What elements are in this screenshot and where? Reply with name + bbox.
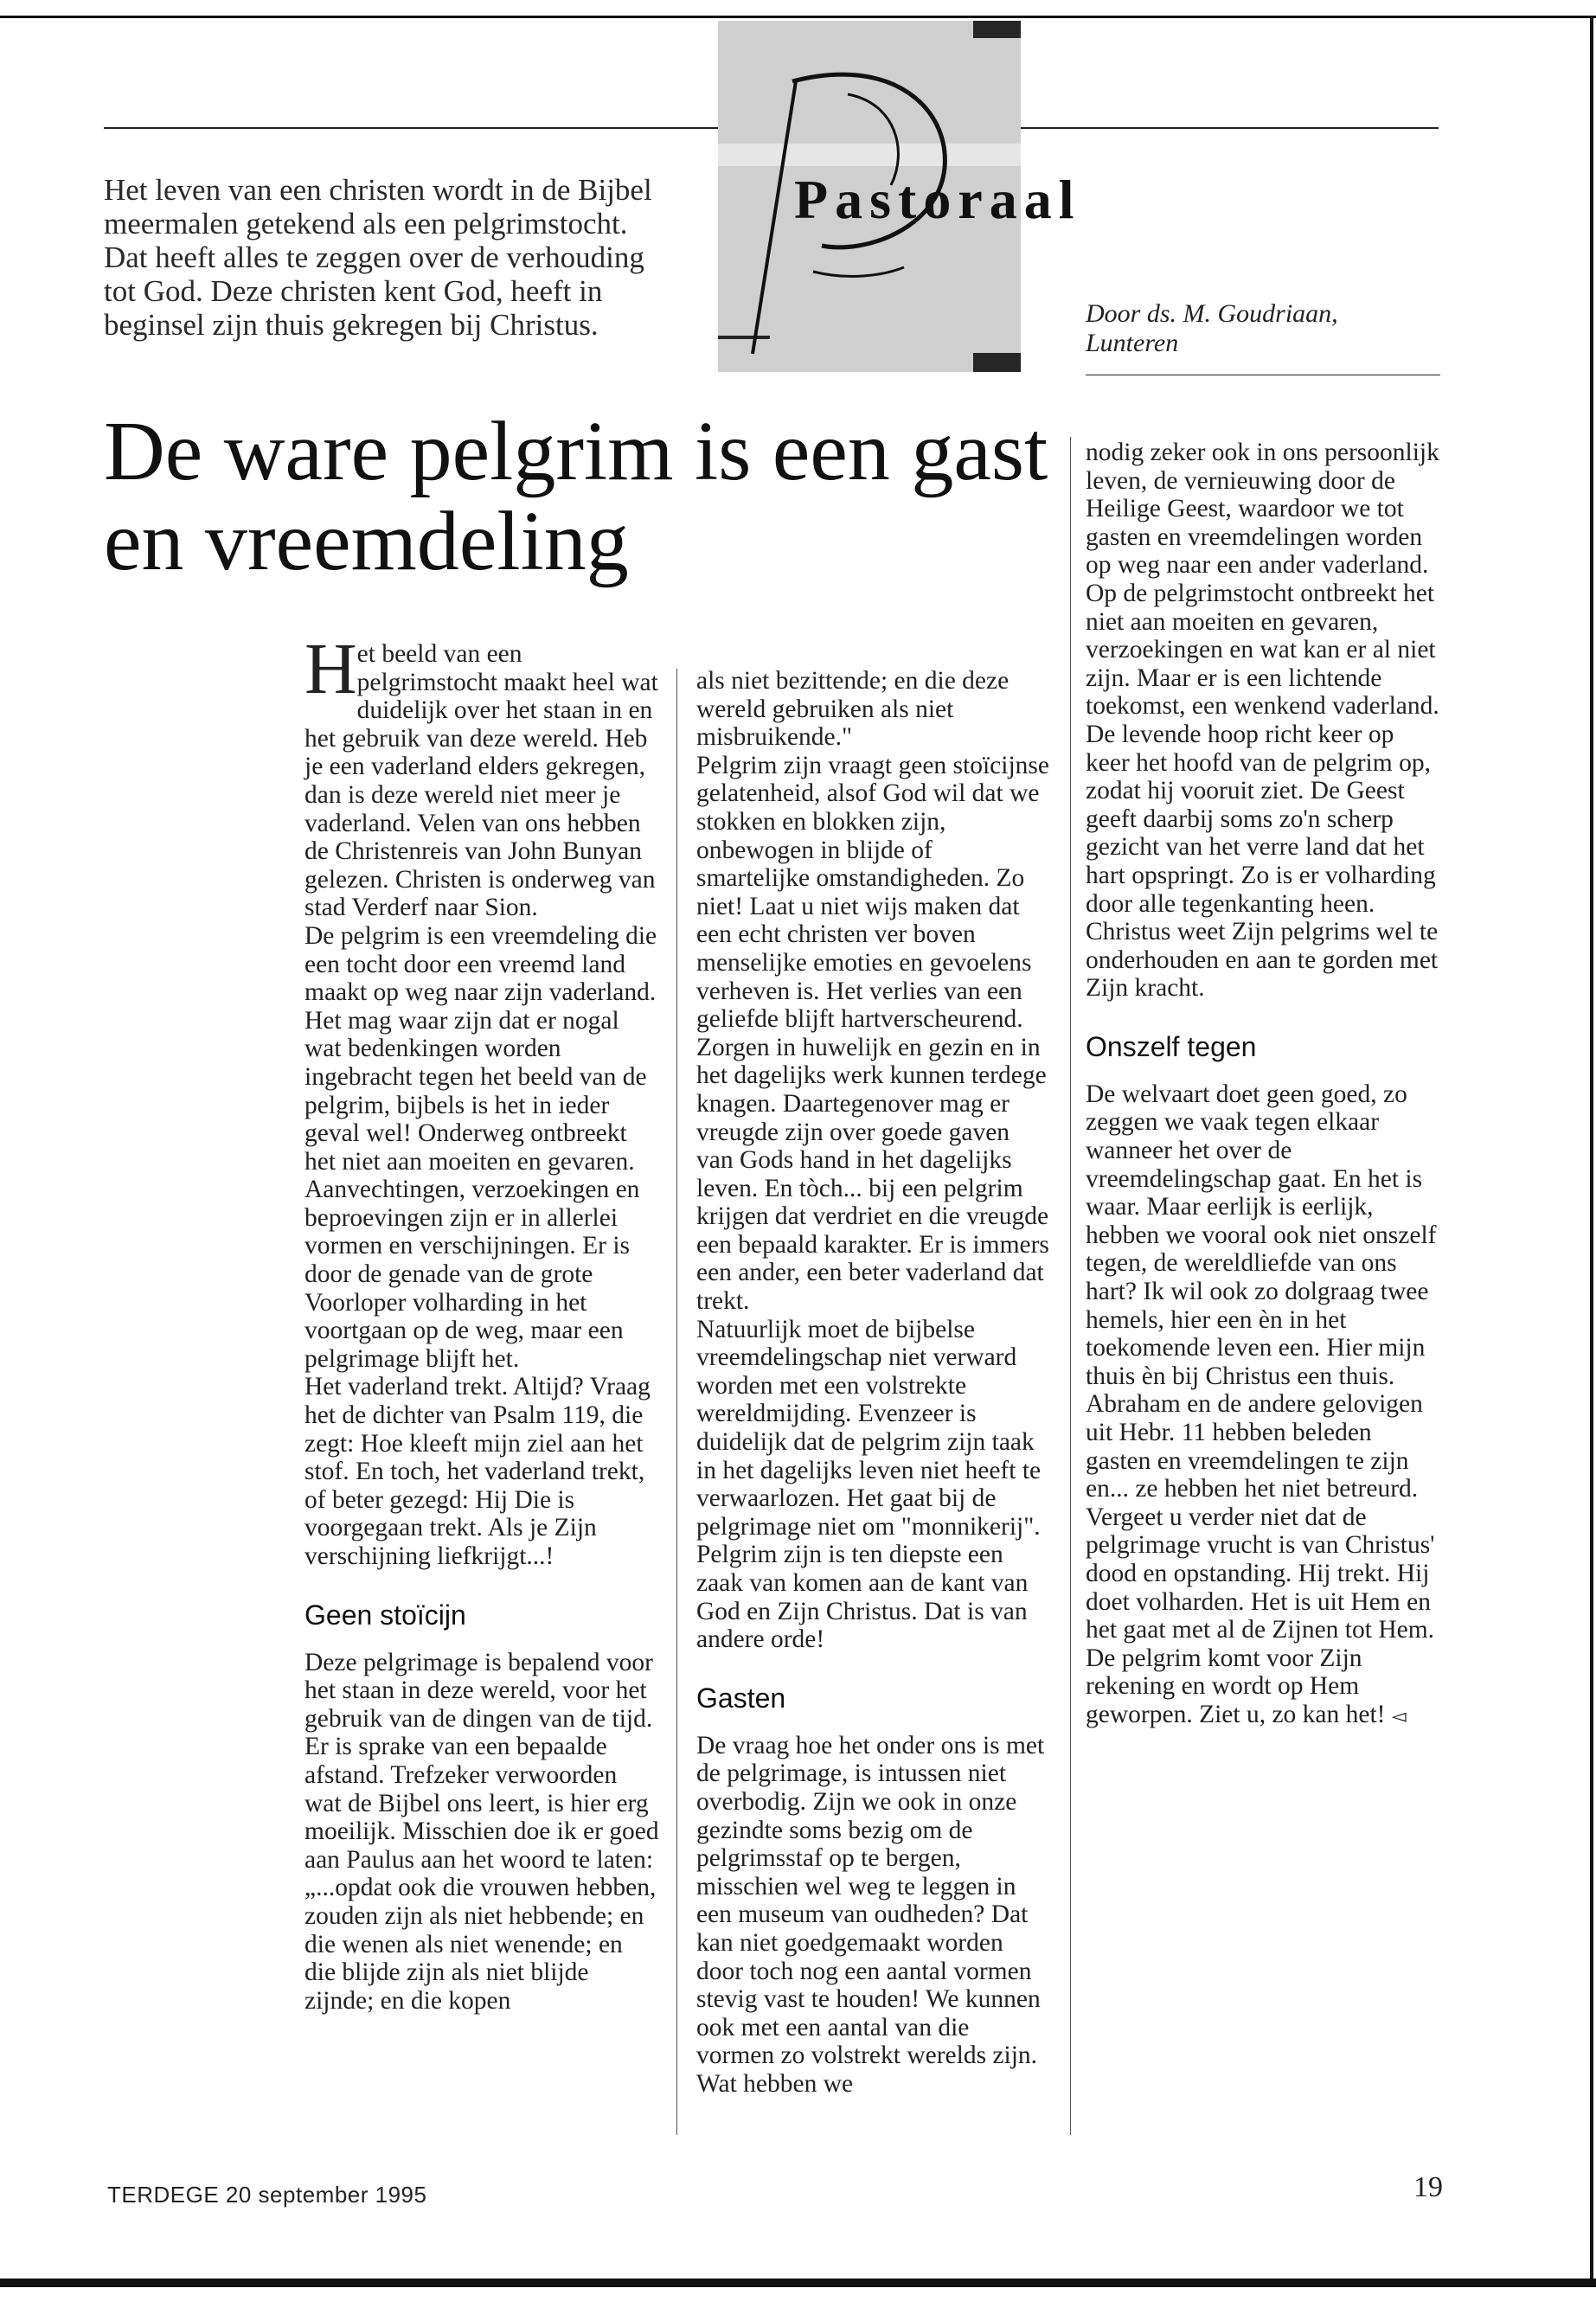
paragraph: „...opdat ook die vrouwen hebben, zouden zijn als niet hebbende; en die wenen als niet wenende; en die blijde zijn als niet blijde zijnde; en die kopen [304,1874,657,2015]
headline-line-2: en vreemdeling [104,495,629,588]
column-divider-2 [1070,437,1071,2135]
page-border-right [1590,16,1593,2284]
footer-publication: TERDEGE 20 september 1995 [107,2182,427,2208]
column-divider-1 [676,669,677,2135]
paragraph: Het vaderland trekt. Altijd? Vraag het de dichter van Psalm 119, die zegt: Hoe kleeft mijn ziel aan het stof. En toch, het vaderland trekt, of beter gezegd: Hij Die is voorgegaan trekt. Als je Zijn verschijning liefkrijgt...! [304,1373,651,1570]
article-column-1 [304,629,659,2015]
drop-cap: H [304,629,357,709]
paragraph: De pelgrim is een vreemdeling die een tocht door een vreemd land maakt op weg naar zijn vaderland. Het mag waar zijn dat er nogal wat bedenkingen worden ingebracht tegen het beeld van de pelgrim, bijbels is het in ieder geval wel! Onderweg ontbreekt het niet aan moeiten en gevaren. Aanvechtingen, verzoekingen en beproevingen zijn er in allerlei vormen en verschijningen. Er is door de genade van de grote Voorloper volharding in het voortgaan op de weg, maar een pelgrimage blijft het. [304,921,657,1373]
byline-place: Lunteren [1086,329,1179,357]
paragraph: De vraag hoe het onder ons is met de pelgrimage, is intussen niet overbodig. Zijn we ook in onze gezindte soms bezig om de pelgrimsstaf op te bergen, misschien wel weg te leggen in een museum van oudheden? Dat kan niet goedgemaakt worden door toch nog een aantal vormen stevig vast te houden! We kunnen ook met een aantal van die vormen zo volstrekt werelds zijn. Wat hebben we [696,1731,1045,2098]
byline [1086,299,1484,358]
subheading-geen-stoicijn: Geen stoïcijn [304,1599,466,1631]
paragraph: Op de pelgrimstocht ontbreekt het niet aan moeiten en gevaren, verzoekingen en wat kan er al niet zijn. Maar er is een lichtende toekomst, een wenkend vaderland. De levende hoop richt keer op keer het hoofd van de pelgrim op, zodat hij vooruit ziet. De Geest geeft daarbij soms zo'n scherp gezicht van het verre land dat het hart opspringt. Zo is er volharding door alle tegenkanting heen. Christus weet Zijn pelgrims wel te onderhouden en aan te gorden met Zijn kracht. [1086,579,1439,1003]
subheading-onszelf-tegen: Onszelf tegen [1086,1030,1257,1062]
intro-text: Het leven van een christen wordt in de Bijbel meermalen getekend als een pelgrimstocht. Dat heeft alles te zeggen over de verhouding tot God. Deze christen kent God, heeft in beginsel zijn thuis gekregen bij Christus. [104,173,652,342]
paragraph: De welvaart doet geen goed, zo zeggen we vaak tegen elkaar wanneer het over de vreemdelingschap gaat. En het is waar. Maar eerlijk is eerlijk, hebben we vooral ook niet onszelf tegen, de wereldliefde van ons hart? Ik wil ook zo dolgraag twee hemels, hier een èn in het toekomende leven een. Hier mijn thuis èn bij Christus een thuis. Abraham en de andere gelovigen uit Hebr. 11 hebben beleden gasten en vreemdelingen te zijn en... ze hebben het niet betreurd. [1086,1080,1437,1503]
paragraph-text: Vergeet u verder niet dat de pelgrimage vrucht is van Christus' dood en opstanding. Hij trekt. Hij doet volharden. Het is uit Hem en het gaat met al de Zijnen tot Hem. De pelgrim komt voor Zijn rekening en wordt op Hem geworpen. Ziet u, zo kan het! [1086,1503,1435,1728]
paragraph [304,629,659,922]
page-number: 19 [1413,2171,1443,2203]
header-rule-left [104,127,722,129]
end-mark-icon: ◅ [1391,1704,1407,1727]
paragraph: nodig zeker ook in ons persoonlijk leven, de vernieuwing door de Heilige Geest, waardoor we tot gasten en vreemdelingen worden op weg naar een ander vaderland. [1086,439,1439,580]
paragraph-text: et beeld van een pelgrimstocht maakt heel wat duidelijk over het staan in en het gebruik van deze wereld. Heb je een vaderland elders gekregen, dan is deze wereld niet meer je vaderland. Velen van ons hebben de Christenreis van John Bunyan gelezen. Christen is onderweg van stad Verderf naar Sion. [304,640,658,922]
paragraph: als niet bezittende; en die deze wereld gebruiken als niet misbruikende." [696,667,1010,752]
paragraph: Pelgrim zijn vraagt geen stoïcijnse gelatenheid, alsof God wil dat we stokken en blokken zijn, onbewogen in blijde of smartelijke omstandigheden. Zo niet! Laat u niet wijs maken dat een echt christen ver boven menselijke emoties en gevoelens verheven is. Het verlies van een geliefde blijft hartverscheurend. Zorgen in huwelijk en gezin en in het dagelijks werk kunnen terdege knagen. Daartegenover mag er vreugde zijn over goede gaven van Gods hand in het dagelijks leven. En tòch... bij een pelgrim krijgen dat verdriet en die vreugde een bepaald karakter. Er is immers een ander, een beter vaderland dat trekt. [696,751,1049,1316]
article-column-2 [696,667,1051,2099]
page-border-bottom [0,2279,1596,2287]
header-rule-right [1019,127,1439,129]
paragraph [1086,1503,1440,1731]
paragraph: Natuurlijk moet de bijbelse vreemdelingschap niet verward worden met een volstrekte wereldmijding. Evenzeer is duidelijk dat de pelgrim zijn taak in het dagelijks leven niet heeft te verwaarlozen. Het gaat bij de pelgrimage niet om "monnikerij". Pelgrim zijn is ten diepste een zaak van komen aan de kant van God en Zijn Christus. Dat is van andere orde! [696,1315,1042,1654]
section-title: Pastoraal [794,169,1081,230]
subheading-gasten: Gasten [696,1682,786,1714]
page-border-top [0,16,1596,18]
paragraph: Deze pelgrimage is bepalend voor het staan in deze wereld, voor het gebruik van de dingen van de tijd. Er is sprake van een bepaalde afstand. Trefzeker verwoorden wat de Bijbel ons leert, is hier erg moeilijk. Misschien doe ik er goed aan Paulus aan het woord te laten: [304,1648,659,1874]
byline-author: Door ds. M. Goudriaan, [1086,299,1338,328]
article-column-3 [1086,439,1440,1731]
headline [104,407,1055,586]
headline-line-1: De ware pelgrim is een gast [104,405,1048,498]
